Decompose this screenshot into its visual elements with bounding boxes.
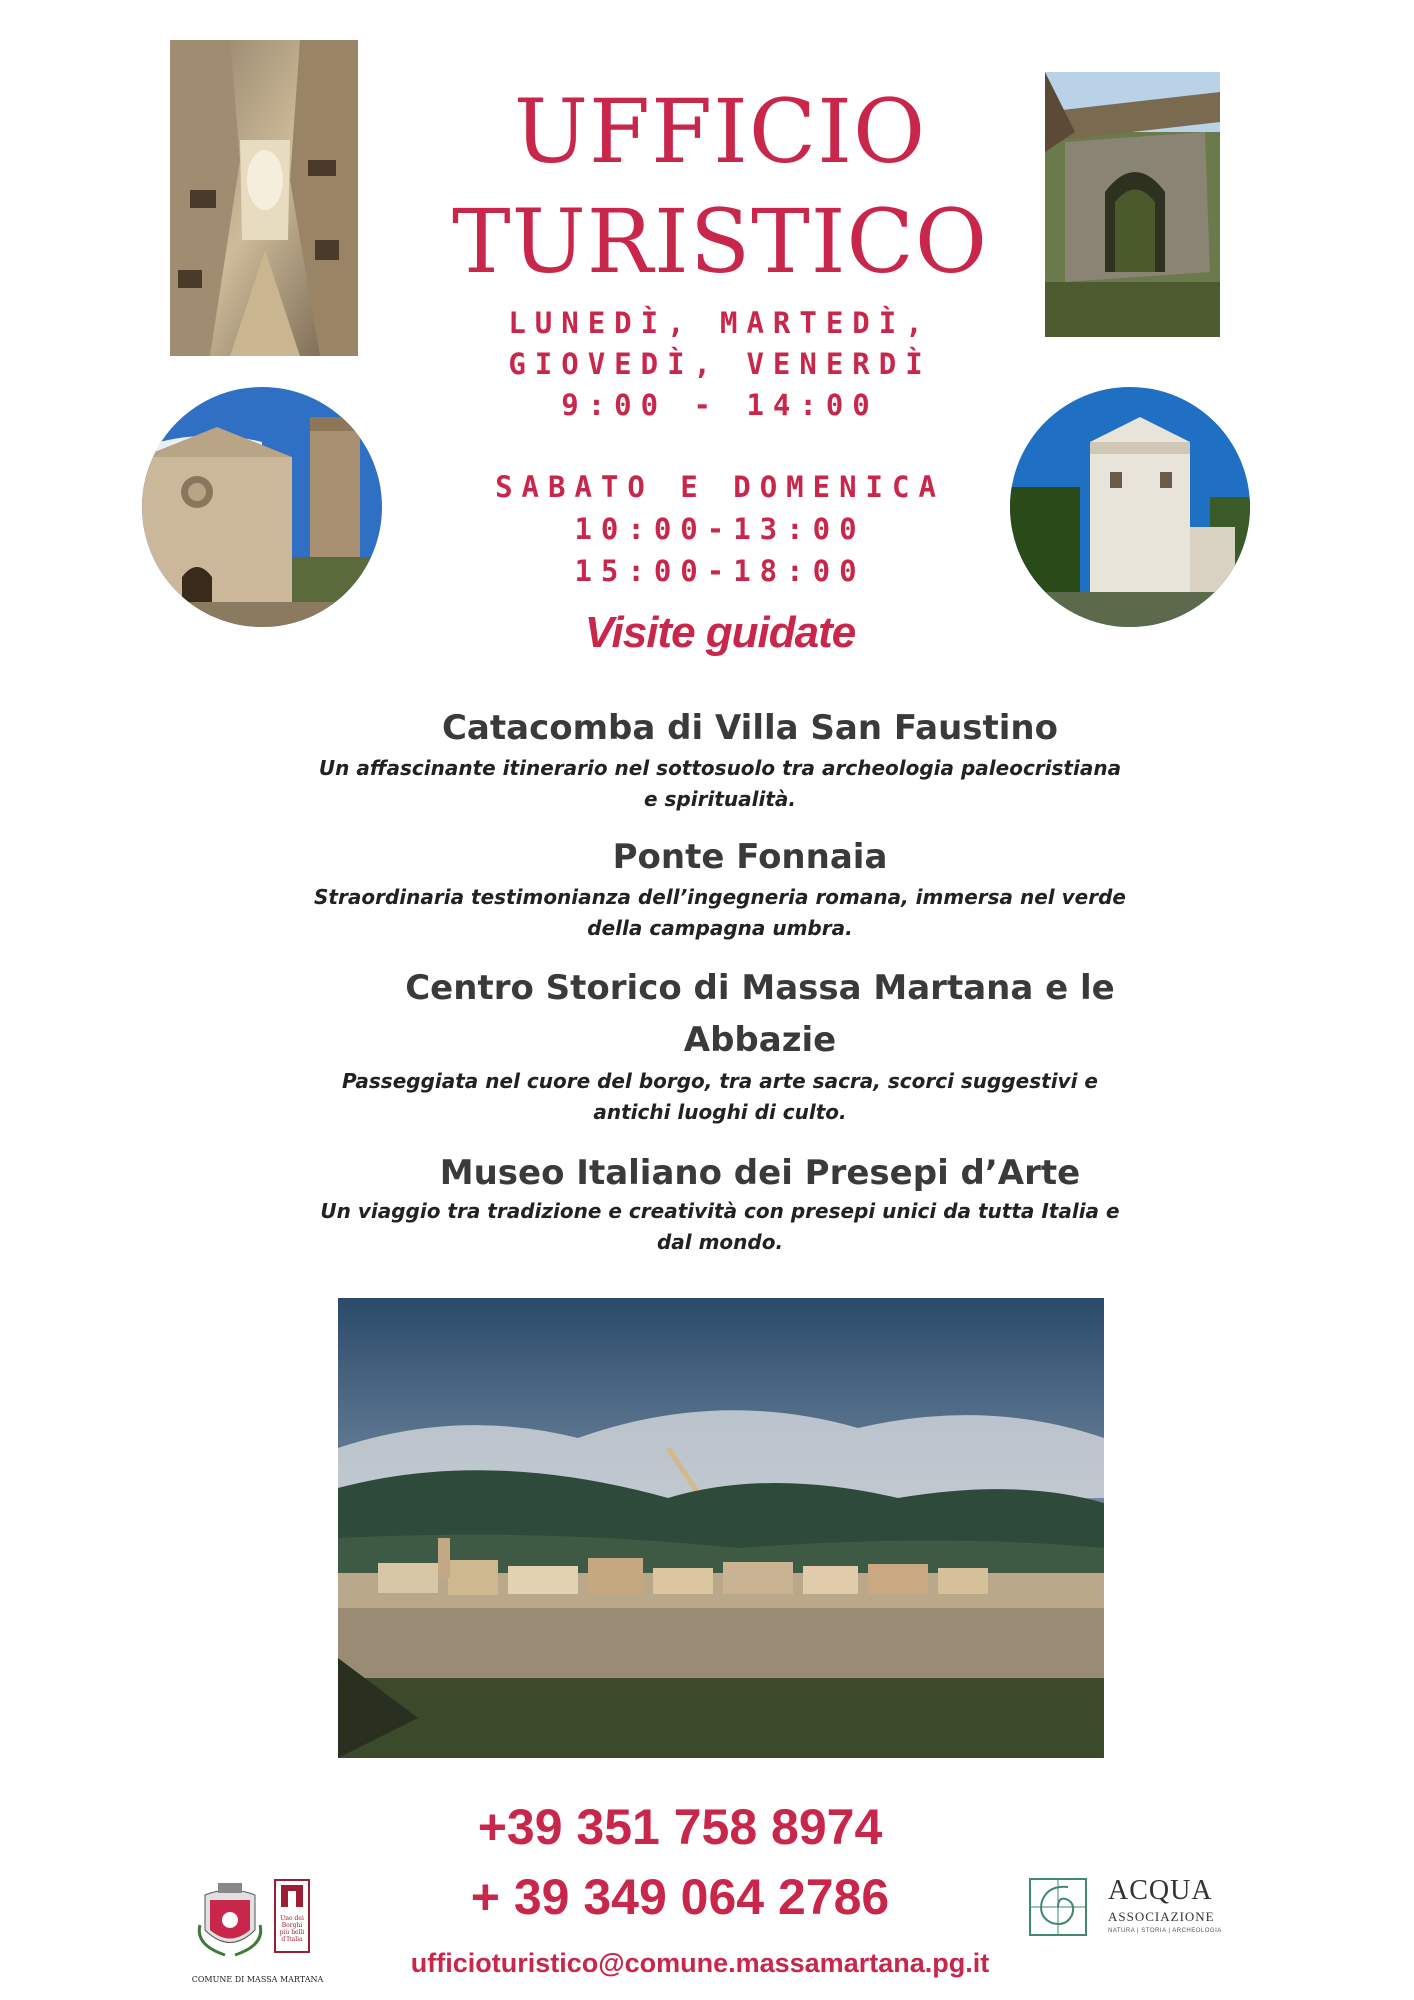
- tour-title-catacomba: Catacomba di Villa San Faustino: [441, 708, 1058, 748]
- phone-number-1[interactable]: +39 351 758 8974: [477, 1799, 883, 1855]
- acqua-logo: [1028, 1875, 1228, 1945]
- tour-title-centro-line2: Abbazie: [683, 1020, 837, 1060]
- acqua-name: ACQUA: [1108, 1875, 1213, 1906]
- abbey-photo: [142, 387, 382, 627]
- borghi-text-3: più belli: [279, 1929, 305, 1936]
- weekdays-line2: GIOVEDÌ, VENERDÌ: [508, 347, 932, 381]
- tour-desc-ponte-line1: Straordinaria testimonianza dell’ingegneria romana, immersa nel verde: [314, 885, 1126, 909]
- tour-title-museo: Museo Italiano dei Presepi d’Arte: [439, 1153, 1081, 1193]
- tour-desc-centro-line2: antichi luoghi di culto.: [593, 1100, 847, 1124]
- acqua-tagline: NATURA | STORIA | ARCHEOLOGIA: [1108, 1928, 1222, 1934]
- tour-title-ponte: Ponte Fonnaia: [612, 837, 888, 877]
- borghi-text-1: Uno dei: [280, 1915, 304, 1922]
- comune-crest-icon: [199, 1883, 260, 1955]
- email-address[interactable]: ufficioturistico@comune.massamartana.pg.it: [410, 1948, 990, 1978]
- title-line1: UFFICIO: [513, 80, 927, 183]
- guided-tours-heading: Visite guidate: [584, 608, 856, 657]
- weekend-label: SABATO E DOMENICA: [495, 470, 945, 504]
- borghi-text-2: Borghi: [281, 1922, 303, 1929]
- ponte-fonnaia-photo: [1045, 72, 1220, 337]
- weekend-hours-morning: 10:00-13:00: [574, 512, 866, 546]
- acqua-subtitle: ASSOCIAZIONE: [1108, 1909, 1215, 1924]
- weekdays-line1: LUNEDÌ, MARTEDÌ,: [508, 306, 932, 340]
- tour-desc-catacomba-line2: e spiritualità.: [644, 787, 796, 811]
- tour-desc-catacomba-line1: Un affascinante itinerario nel sottosuolo tra archeologia paleocristiana: [318, 756, 1122, 780]
- title-line2: TURISTICO: [451, 190, 989, 293]
- comune-caption: COMUNE DI MASSA MARTANA: [191, 1975, 324, 1984]
- catacomb-photo: [170, 40, 358, 356]
- tour-title-centro-line1: Centro Storico di Massa Martana e le: [405, 968, 1115, 1008]
- tour-desc-museo-line2: dal mondo.: [656, 1230, 784, 1254]
- acqua-spiral-icon: [1028, 1877, 1088, 1937]
- tour-desc-centro-line1: Passeggiata nel cuore del borgo, tra arte sacra, scorci suggestivi e: [342, 1069, 1098, 1093]
- tower-photo: [1010, 387, 1250, 627]
- borghi-logo-icon: [275, 1880, 309, 1952]
- comune-logo: [185, 1875, 330, 1990]
- town-panorama-photo: [338, 1298, 1104, 1758]
- weekdays-hours: 9:00 - 14:00: [561, 388, 879, 422]
- borghi-text-4: d'Italia: [281, 1936, 303, 1943]
- weekend-hours-afternoon: 15:00-18:00: [574, 554, 866, 588]
- tour-desc-museo-line1: Un viaggio tra tradizione e creatività con presepi unici da tutta Italia e: [320, 1199, 1120, 1223]
- tour-desc-ponte-line2: della campagna umbra.: [587, 916, 853, 940]
- phone-number-2[interactable]: + 39 349 064 2786: [470, 1869, 890, 1925]
